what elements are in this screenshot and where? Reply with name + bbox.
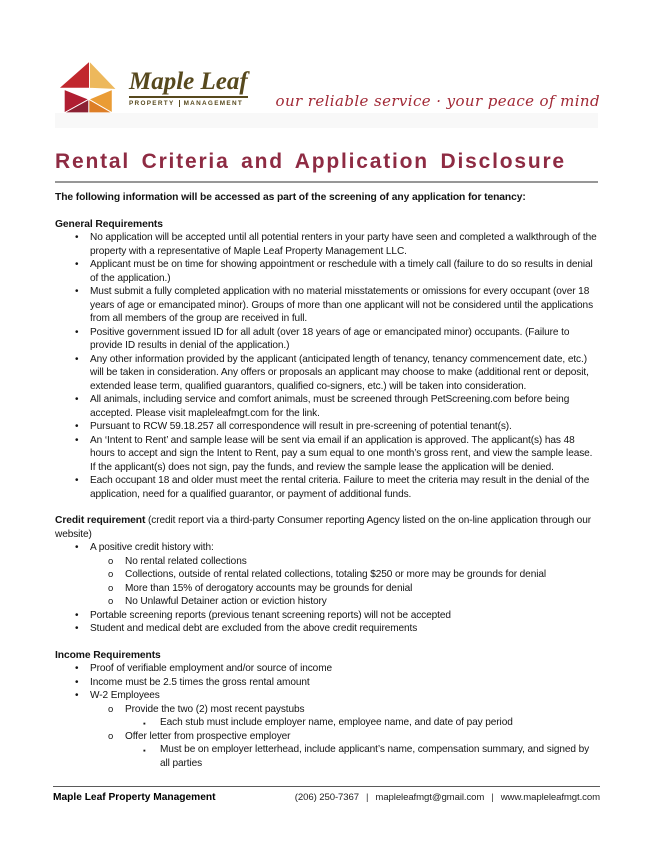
section-heading xyxy=(55,514,598,541)
bullet-marker-icon: • xyxy=(75,259,79,270)
bullet-marker-icon: o xyxy=(108,582,114,594)
bullet-text: More than 15% of derogatory accounts may be grounds for denial xyxy=(125,582,413,594)
bullet-item xyxy=(55,689,598,703)
bullet-item xyxy=(55,420,598,434)
brand-text xyxy=(129,69,248,107)
bullet-marker-icon: • xyxy=(75,353,79,365)
bullet-item xyxy=(55,662,598,676)
bullet-marker-icon: • xyxy=(75,434,79,446)
bullet-text: Offer letter from prospective employer xyxy=(125,730,291,742)
section xyxy=(55,218,598,502)
bullet-text: Proof of verifiable employment and/or source of income xyxy=(90,663,333,674)
section-heading-bold: Credit requirement xyxy=(55,515,146,526)
header xyxy=(55,56,600,118)
bullet-item xyxy=(55,393,598,420)
bullet-text: No Unlawful Detainer action or eviction history xyxy=(125,596,327,607)
bullet-item xyxy=(55,609,598,623)
bullet-text: Portable screening reports (previous tenant screening reports) will not be accepted xyxy=(90,609,451,621)
bullet-text: Collections, outside of rental related collections, totaling $250 or more may be grounds for denial xyxy=(125,569,547,580)
bullet-marker-icon: • xyxy=(75,326,79,338)
bullet-marker-icon: o xyxy=(108,703,114,715)
section xyxy=(55,649,598,771)
title-divider xyxy=(55,181,598,183)
house-logo-icon xyxy=(55,56,119,118)
bullet-item xyxy=(55,326,598,353)
bullet-text: Must be on employer letterhead, include applicant’s name, compensation summary, and signed by all parties xyxy=(160,744,590,769)
bullet-text: Applicant must be on time for showing appointment or reschedule with a timely call (failure to do so results in denial of the application.) xyxy=(90,259,593,284)
footer-separator: | xyxy=(491,792,494,803)
bullet-marker-icon: • xyxy=(75,421,79,432)
bullet-item xyxy=(55,568,598,582)
bullet-item xyxy=(55,676,598,690)
bullet-item xyxy=(55,730,598,744)
section-heading xyxy=(55,218,598,232)
document-sections xyxy=(55,218,598,771)
page-title: Rental Criteria and Application Disclosure xyxy=(55,150,566,173)
bullet-item xyxy=(55,743,598,770)
bullet-item xyxy=(55,716,598,730)
bullet-marker-icon: o xyxy=(108,555,114,567)
bullet-text: Positive government issued ID for all adult (over 18 years of age or emancipated minor) occupants. (Failure to provide ID results in denial of the application.) xyxy=(90,326,570,351)
bullet-marker-icon: • xyxy=(75,475,79,486)
footer-email: mapleleafmgt@gmail.com xyxy=(375,792,485,803)
bullet-text: No application will be accepted until all potential renters in your party have seen and completed a walkthrough of the property with a representative of Maple Leaf Property Management LLC. xyxy=(90,232,597,257)
section-heading xyxy=(55,649,598,663)
title-block xyxy=(55,149,598,183)
brand-subtitle-right: MANAGEMENT xyxy=(183,100,244,107)
bullet-item xyxy=(55,231,598,258)
brand-name: Maple Leaf xyxy=(129,69,248,98)
footer-contact xyxy=(295,792,600,803)
bullet-text: W-2 Employees xyxy=(90,690,160,701)
section-heading-bold: General Requirements xyxy=(55,218,163,230)
bullet-item xyxy=(55,703,598,717)
bullet-marker-icon: • xyxy=(75,232,79,243)
footer-phone: (206) 250-7367 xyxy=(294,792,360,803)
bullet-text: All animals, including service and comfort animals, must be screened through PetScreening.com before being accepted. Please visit mapleleafmgt.com for the link. xyxy=(90,394,570,419)
company-tagline: our reliable service · your peace of mind xyxy=(275,92,600,110)
bullet-item xyxy=(55,595,598,609)
section-heading-bold: Income Requirements xyxy=(55,649,161,661)
bullet-marker-icon: o xyxy=(108,730,114,742)
footer xyxy=(53,786,600,803)
bullet-text: No rental related collections xyxy=(125,555,247,567)
document-body xyxy=(55,191,598,770)
bullet-marker-icon: ▪ xyxy=(143,745,146,755)
bullet-marker-icon: • xyxy=(75,542,79,553)
bullet-text: An ‘Intent to Rent’ and sample lease will be sent via email if an application is approved. The applicant(s) has 48 hours to accept and sign the Intent to Rent, pay a sum equal to one month’s gross rent, and view the sample lease. If the applicant(s) does not sign, pay the funds, and review the sample lease the application will be denied. xyxy=(90,434,593,473)
bullet-text: Student and medical debt are excluded from the above credit requirements xyxy=(90,623,418,634)
bullet-item xyxy=(55,434,598,475)
bullet-item xyxy=(55,474,598,501)
bullet-marker-icon: • xyxy=(75,690,79,701)
bullet-text: Must submit a fully completed application with no material misstatements or omissions for every occupant (over 18 years of age or emancipated minor). Groups of more than one applicant will not be considered until the applications from all members of the group are received in full. xyxy=(90,286,594,324)
brand-subtitle-left: PROPERTY xyxy=(129,100,180,107)
section-heading-suffix: (credit report via a third-party Consumer reporting Agency listed on the on-line application through our website) xyxy=(55,515,591,540)
bullet-item xyxy=(55,541,598,555)
footer-separator: | xyxy=(366,792,369,803)
bullet-item xyxy=(55,622,598,636)
footer-company: Maple Leaf Property Management xyxy=(53,792,216,803)
brand-subtitle xyxy=(129,100,248,107)
bullet-marker-icon: • xyxy=(75,623,79,634)
bullet-item xyxy=(55,258,598,285)
bullet-marker-icon: o xyxy=(108,596,114,607)
bullet-text: Each stub must include employer name, employee name, and date of pay period xyxy=(160,717,513,728)
header-accent-band xyxy=(55,113,598,128)
bullet-item xyxy=(55,285,598,326)
bullet-marker-icon: • xyxy=(75,676,79,688)
bullet-marker-icon: ▪ xyxy=(143,718,146,728)
bullet-text: A positive credit history with: xyxy=(90,542,214,553)
bullet-text: Any other information provided by the applicant (anticipated length of tenancy, tenancy commencement date, etc.) will be taken in consideration. Any offers or proposals an applicant may choose to make (additional rent or deposit, extended lease term, qualified guarantors, qualified co-signers, etc.) will be taken into consideration. xyxy=(90,353,589,392)
bullet-text: Income must be 2.5 times the gross rental amount xyxy=(90,676,310,688)
bullet-text: Pursuant to RCW 59.18.257 all correspondence will result in pre-screening of potential tenant(s). xyxy=(90,421,512,432)
bullet-text: Provide the two (2) most recent paystubs xyxy=(125,703,305,715)
bullet-marker-icon: • xyxy=(75,286,79,297)
bullet-item xyxy=(55,555,598,569)
bullet-marker-icon: • xyxy=(75,663,79,674)
bullet-marker-icon: • xyxy=(75,609,79,621)
bullet-item xyxy=(55,582,598,596)
intro-text: The following information will be accessed as part of the screening of any application for tenancy: xyxy=(55,192,526,203)
bullet-marker-icon: o xyxy=(108,569,114,580)
bullet-text: Each occupant 18 and older must meet the rental criteria. Failure to meet the criteria may result in the denial of the application, need for a qualified guarantor, or payment of additional funds. xyxy=(90,475,590,500)
section xyxy=(55,514,598,636)
company-logo xyxy=(55,56,248,118)
footer-website: www.mapleleafmgt.com xyxy=(500,792,600,803)
bullet-marker-icon: • xyxy=(75,394,79,405)
bullet-item xyxy=(55,353,598,394)
